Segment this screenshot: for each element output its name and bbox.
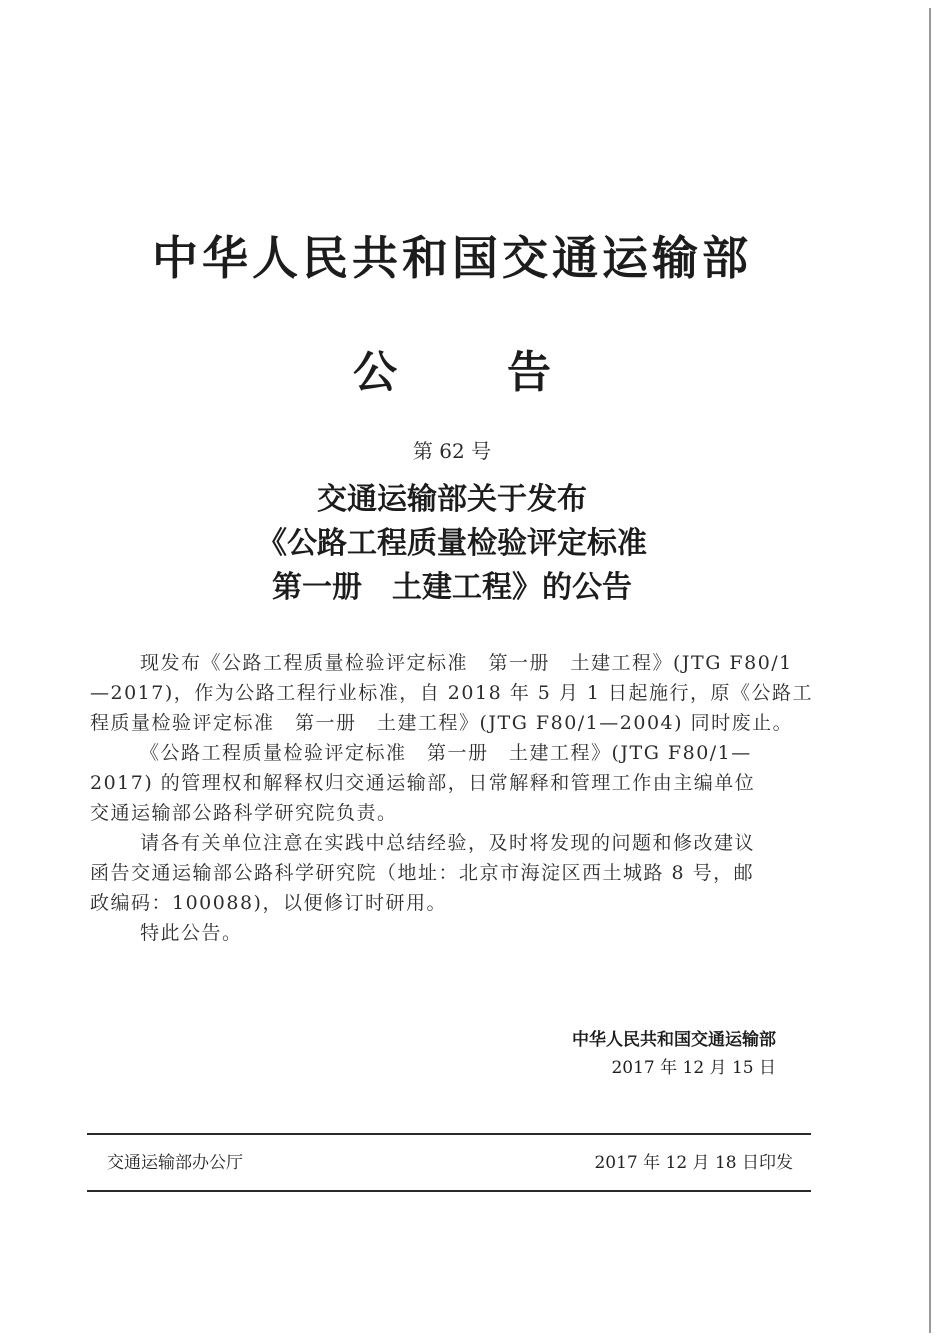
page-edge-line bbox=[929, 8, 931, 1333]
document-number: 第 62 号 bbox=[412, 439, 492, 463]
footer-bottom-rule bbox=[87, 1190, 811, 1192]
document-subject bbox=[0, 478, 904, 610]
signature-block bbox=[520, 1027, 776, 1081]
document-type-heading bbox=[0, 343, 904, 403]
doc-type-char-1: 公 bbox=[353, 347, 397, 398]
body-line: 交通运输部公路科学研究院负责。 bbox=[90, 802, 398, 824]
doc-type-char-2: 告 bbox=[507, 347, 551, 398]
subject-line: 交通运输部关于发布 bbox=[317, 482, 587, 517]
document-body bbox=[90, 648, 820, 948]
body-line: 特此公告。 bbox=[140, 922, 243, 944]
footer-print-date: 2017 年 12 月 18 日印发 bbox=[594, 1153, 793, 1173]
body-line: —2017)，作为公路工程行业标准，自 2018 年 5 月 1 日起施行，原《公路工 bbox=[90, 682, 814, 704]
footer-top-rule bbox=[87, 1133, 811, 1135]
body-line: 请各有关单位注意在实践中总结经验，及时将发现的问题和修改建议 bbox=[140, 832, 756, 854]
body-line: 政编码：100088)，以便修订时研用。 bbox=[90, 892, 447, 914]
body-line: 函告交通运输部公路科学研究院（地址：北京市海淀区西土城路 8 号，邮 bbox=[90, 862, 755, 884]
subject-line: 第一册 土建工程》的公告 bbox=[272, 570, 632, 605]
signature-organization: 中华人民共和国交通运输部 bbox=[572, 1030, 776, 1050]
body-line: 程质量检验评定标准 第一册 土建工程》(JTG F80/1—2004) 同时废止。 bbox=[90, 712, 794, 734]
body-line: 2017) 的管理权和解释权归交通运输部，日常解释和管理工作由主编单位 bbox=[90, 772, 756, 794]
body-line: 《公路工程质量检验评定标准 第一册 土建工程》(JTG F80/1— bbox=[140, 742, 752, 764]
issuer-title: 中华人民共和国交通运输部 bbox=[152, 231, 752, 285]
footer-issuing-office: 交通运输部办公厅 bbox=[107, 1153, 243, 1173]
signature-date: 2017 年 12 月 15 日 bbox=[611, 1058, 776, 1078]
body-line: 现发布《公路工程质量检验评定标准 第一册 土建工程》(JTG F80/1 bbox=[140, 652, 793, 674]
subject-line: 《公路工程质量检验评定标准 bbox=[257, 526, 647, 561]
